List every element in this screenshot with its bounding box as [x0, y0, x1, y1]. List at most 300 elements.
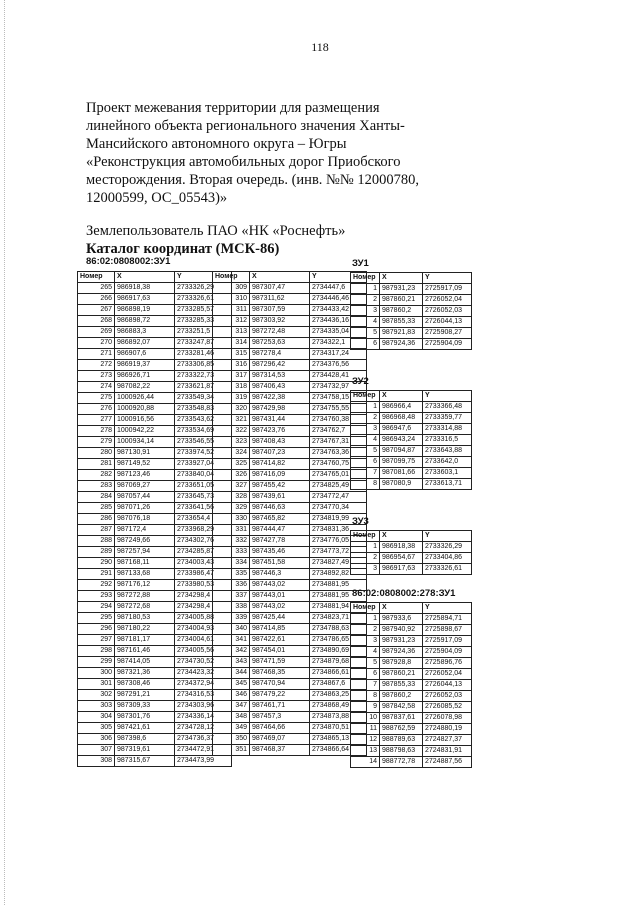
table-row	[213, 360, 367, 371]
table-row	[351, 339, 472, 350]
point-number-cell: 302	[78, 690, 115, 701]
table-row	[78, 503, 232, 514]
table-row	[213, 591, 367, 602]
table-row	[213, 316, 367, 327]
point-number-cell: 284	[78, 492, 115, 503]
point-number-cell: 347	[213, 701, 250, 712]
y-coordinate-cell: 2733404,86	[423, 553, 472, 564]
point-number-cell: 327	[213, 481, 250, 492]
table-row	[351, 614, 472, 625]
x-coordinate-cell: 987837,61	[380, 713, 423, 724]
table-row	[213, 745, 367, 756]
main-section-label: 86:02:0808002:ЗУ1	[86, 256, 171, 267]
side-section-label: ЗУ3	[352, 516, 369, 527]
x-coordinate-cell: 987470,94	[250, 679, 310, 690]
x-coordinate-cell: 987443,02	[250, 580, 310, 591]
point-number-cell: 344	[213, 668, 250, 679]
y-coordinate-cell: 2734433,42	[310, 305, 367, 316]
table-header-row	[351, 273, 472, 284]
y-coordinate-cell: 2734428,41	[310, 371, 367, 382]
x-coordinate-cell: 987444,47	[250, 525, 310, 536]
y-coordinate-cell: 2724880,19	[423, 724, 472, 735]
y-coordinate-cell: 2733326,61	[423, 564, 472, 575]
table-row	[78, 602, 232, 613]
x-coordinate-cell: 987180,22	[115, 624, 175, 635]
point-number-cell: 2	[351, 413, 380, 424]
x-coordinate-cell: 988789,63	[380, 735, 423, 746]
table-row	[213, 547, 367, 558]
x-coordinate-cell: 987296,42	[250, 360, 310, 371]
y-coordinate-cell: 2734870,51	[310, 723, 367, 734]
point-number-cell: 329	[213, 503, 250, 514]
point-number-cell: 336	[213, 580, 250, 591]
y-coordinate-cell: 2733974,52	[175, 448, 232, 459]
table-row	[213, 415, 367, 426]
point-number-cell: 9	[351, 702, 380, 713]
col-header-x: X	[380, 391, 423, 402]
point-number-cell: 271	[78, 349, 115, 360]
x-coordinate-cell: 1000942,22	[115, 426, 175, 437]
point-number-cell: 6	[351, 457, 380, 468]
point-number-cell: 334	[213, 558, 250, 569]
x-coordinate-cell: 987311,62	[250, 294, 310, 305]
x-coordinate-cell: 987253,63	[250, 338, 310, 349]
x-coordinate-cell: 1000934,14	[115, 437, 175, 448]
point-number-cell: 280	[78, 448, 115, 459]
point-number-cell: 337	[213, 591, 250, 602]
x-coordinate-cell: 1000920,88	[115, 404, 175, 415]
table-row	[78, 382, 232, 393]
y-coordinate-cell: 2734788,63	[310, 624, 367, 635]
x-coordinate-cell: 987249,66	[115, 536, 175, 547]
table-row	[213, 470, 367, 481]
table-row	[213, 712, 367, 723]
point-number-cell: 285	[78, 503, 115, 514]
y-coordinate-cell: 2725904,09	[423, 647, 472, 658]
point-number-cell: 305	[78, 723, 115, 734]
y-coordinate-cell: 2734866,61	[310, 668, 367, 679]
table-row	[351, 658, 472, 669]
heading-line: «Реконструкция автомобильных дорог Приобского	[86, 154, 401, 170]
y-coordinate-cell: 2725894,71	[423, 614, 472, 625]
table-row	[78, 393, 232, 404]
table-row	[78, 338, 232, 349]
table-row	[78, 481, 232, 492]
x-coordinate-cell: 987924,36	[380, 647, 423, 658]
x-coordinate-cell: 987855,33	[380, 680, 423, 691]
x-coordinate-cell: 987451,58	[250, 558, 310, 569]
coords-table-zu3	[350, 530, 472, 575]
point-number-cell: 277	[78, 415, 115, 426]
x-coordinate-cell: 987429,98	[250, 404, 310, 415]
point-number-cell: 275	[78, 393, 115, 404]
x-coordinate-cell: 987446,3	[250, 569, 310, 580]
table-row	[351, 468, 472, 479]
catalog-title: Каталог координат (МСК-86)	[86, 241, 280, 257]
table-row	[213, 448, 367, 459]
table-row	[78, 745, 232, 756]
col-header-num: Номер	[351, 391, 380, 402]
table-row	[78, 635, 232, 646]
y-coordinate-cell: 2734298,4	[175, 602, 232, 613]
table-row	[351, 435, 472, 446]
point-number-cell: 320	[213, 404, 250, 415]
y-coordinate-cell: 2734760,38	[310, 415, 367, 426]
y-coordinate-cell: 2734865,13	[310, 734, 367, 745]
y-coordinate-cell: 2734472,91	[175, 745, 232, 756]
y-coordinate-cell: 2733534,69	[175, 426, 232, 437]
point-number-cell: 279	[78, 437, 115, 448]
table-row	[78, 679, 232, 690]
x-coordinate-cell: 987291,21	[115, 690, 175, 701]
table-row	[213, 404, 367, 415]
point-number-cell: 3	[351, 636, 380, 647]
table-row	[213, 349, 367, 360]
x-coordinate-cell: 987457,3	[250, 712, 310, 723]
table-row	[78, 646, 232, 657]
y-coordinate-cell: 2733281,46	[175, 349, 232, 360]
table-row	[213, 514, 367, 525]
y-coordinate-cell: 2734376,56	[310, 360, 367, 371]
y-coordinate-cell: 2733641,56	[175, 503, 232, 514]
y-coordinate-cell: 2734890,69	[310, 646, 367, 657]
point-number-cell: 318	[213, 382, 250, 393]
y-coordinate-cell: 2734005,56	[175, 646, 232, 657]
x-coordinate-cell: 987130,91	[115, 448, 175, 459]
table-row	[78, 591, 232, 602]
y-coordinate-cell: 2734879,68	[310, 657, 367, 668]
point-number-cell: 296	[78, 624, 115, 635]
col-header-num: Номер	[351, 603, 380, 614]
x-coordinate-cell: 987161,46	[115, 646, 175, 657]
x-coordinate-cell: 987461,71	[250, 701, 310, 712]
x-coordinate-cell: 987469,07	[250, 734, 310, 745]
x-coordinate-cell: 986883,3	[115, 327, 175, 338]
x-coordinate-cell: 987180,53	[115, 613, 175, 624]
table-row	[213, 283, 367, 294]
x-coordinate-cell: 987057,44	[115, 492, 175, 503]
x-coordinate-cell: 987076,18	[115, 514, 175, 525]
y-coordinate-cell: 2724887,56	[423, 757, 472, 768]
x-coordinate-cell: 986968,48	[380, 413, 423, 424]
table-row	[213, 668, 367, 679]
point-number-cell: 323	[213, 437, 250, 448]
table-row	[213, 602, 367, 613]
point-number-cell: 14	[351, 757, 380, 768]
x-coordinate-cell: 987465,82	[250, 514, 310, 525]
point-number-cell: 340	[213, 624, 250, 635]
point-number-cell: 283	[78, 481, 115, 492]
y-coordinate-cell: 2724827,37	[423, 735, 472, 746]
x-coordinate-cell: 987439,61	[250, 492, 310, 503]
y-coordinate-cell: 2733986,47	[175, 569, 232, 580]
table-row	[213, 657, 367, 668]
x-coordinate-cell: 987416,09	[250, 470, 310, 481]
x-coordinate-cell: 987123,46	[115, 470, 175, 481]
point-number-cell: 339	[213, 613, 250, 624]
coords-table-zu1	[350, 272, 472, 350]
x-coordinate-cell: 987921,83	[380, 328, 423, 339]
y-coordinate-cell: 2733543,62	[175, 415, 232, 426]
x-coordinate-cell: 987176,12	[115, 580, 175, 591]
point-number-cell: 313	[213, 327, 250, 338]
point-number-cell: 321	[213, 415, 250, 426]
point-number-cell: 1	[351, 284, 380, 295]
x-coordinate-cell: 987860,2	[380, 306, 423, 317]
y-coordinate-cell: 2734831,36	[310, 525, 367, 536]
x-coordinate-cell: 987278,4	[250, 349, 310, 360]
side-section-label: 86:02:0808002:278:ЗУ1	[352, 588, 456, 599]
point-number-cell: 306	[78, 734, 115, 745]
point-number-cell: 8	[351, 691, 380, 702]
side-section-label: ЗУ2	[352, 376, 369, 387]
y-coordinate-cell: 2734868,49	[310, 701, 367, 712]
x-coordinate-cell: 987860,2	[380, 691, 423, 702]
point-number-cell: 301	[78, 679, 115, 690]
x-coordinate-cell: 986947,6	[380, 424, 423, 435]
y-coordinate-cell: 2734767,31	[310, 437, 367, 448]
y-coordinate-cell: 2733651,05	[175, 481, 232, 492]
point-number-cell: 293	[78, 591, 115, 602]
x-coordinate-cell: 987414,82	[250, 459, 310, 470]
x-coordinate-cell: 987468,37	[250, 745, 310, 756]
y-coordinate-cell: 2734322,1	[310, 338, 367, 349]
x-coordinate-cell: 987181,17	[115, 635, 175, 646]
x-coordinate-cell: 987308,46	[115, 679, 175, 690]
table-row	[213, 701, 367, 712]
col-header-x: X	[380, 603, 423, 614]
y-coordinate-cell: 2734005,88	[175, 613, 232, 624]
x-coordinate-cell: 986907,6	[115, 349, 175, 360]
y-coordinate-cell: 2726044,13	[423, 317, 472, 328]
y-coordinate-cell: 2734004,61	[175, 635, 232, 646]
table-row	[78, 734, 232, 745]
table-row	[78, 316, 232, 327]
x-coordinate-cell: 987422,38	[250, 393, 310, 404]
point-number-cell: 324	[213, 448, 250, 459]
table-row	[351, 295, 472, 306]
table-row	[351, 479, 472, 490]
table-row	[351, 691, 472, 702]
point-number-cell: 295	[78, 613, 115, 624]
point-number-cell: 345	[213, 679, 250, 690]
x-coordinate-cell: 987080,9	[380, 479, 423, 490]
y-coordinate-cell: 2733326,29	[175, 283, 232, 294]
table-row	[351, 424, 472, 435]
col-header-y: Y	[310, 272, 367, 283]
x-coordinate-cell: 987094,87	[380, 446, 423, 457]
y-coordinate-cell: 2733359,77	[423, 413, 472, 424]
y-coordinate-cell: 2726044,13	[423, 680, 472, 691]
table-row	[78, 305, 232, 316]
x-coordinate-cell: 986966,4	[380, 402, 423, 413]
point-number-cell: 12	[351, 735, 380, 746]
x-coordinate-cell: 1000926,44	[115, 393, 175, 404]
y-coordinate-cell: 2733548,83	[175, 404, 232, 415]
x-coordinate-cell: 987446,63	[250, 503, 310, 514]
x-coordinate-cell: 987398,6	[115, 734, 175, 745]
point-number-cell: 322	[213, 426, 250, 437]
point-number-cell: 1	[351, 402, 380, 413]
table-row	[351, 735, 472, 746]
point-number-cell: 3	[351, 424, 380, 435]
x-coordinate-cell: 987443,01	[250, 591, 310, 602]
x-coordinate-cell: 987069,27	[115, 481, 175, 492]
x-coordinate-cell: 987933,6	[380, 614, 423, 625]
y-coordinate-cell: 2725917,09	[423, 636, 472, 647]
heading-line: Мансийского автономного округа – Югры	[86, 136, 347, 152]
y-coordinate-cell: 2734786,65	[310, 635, 367, 646]
x-coordinate-cell: 987924,36	[380, 339, 423, 350]
y-coordinate-cell: 2725904,09	[423, 339, 472, 350]
table-row	[351, 625, 472, 636]
y-coordinate-cell: 2733285,33	[175, 316, 232, 327]
x-coordinate-cell: 987842,58	[380, 702, 423, 713]
point-number-cell: 288	[78, 536, 115, 547]
table-row	[213, 624, 367, 635]
table-header-row	[213, 272, 367, 283]
x-coordinate-cell: 987422,61	[250, 635, 310, 646]
x-coordinate-cell: 987407,23	[250, 448, 310, 459]
y-coordinate-cell: 2734755,55	[310, 404, 367, 415]
x-coordinate-cell: 986892,07	[115, 338, 175, 349]
point-number-cell: 319	[213, 393, 250, 404]
y-coordinate-cell: 2734763,36	[310, 448, 367, 459]
point-number-cell: 315	[213, 349, 250, 360]
y-coordinate-cell: 2734873,88	[310, 712, 367, 723]
x-coordinate-cell: 986943,24	[380, 435, 423, 446]
x-coordinate-cell: 987406,43	[250, 382, 310, 393]
x-coordinate-cell: 987168,11	[115, 558, 175, 569]
y-coordinate-cell: 2733621,87	[175, 382, 232, 393]
table-row	[78, 415, 232, 426]
x-coordinate-cell: 987431,44	[250, 415, 310, 426]
x-coordinate-cell: 987940,92	[380, 625, 423, 636]
x-coordinate-cell: 986917,63	[115, 294, 175, 305]
x-coordinate-cell: 987408,43	[250, 437, 310, 448]
x-coordinate-cell: 987257,94	[115, 547, 175, 558]
point-number-cell: 297	[78, 635, 115, 646]
point-number-cell: 331	[213, 525, 250, 536]
x-coordinate-cell: 987468,35	[250, 668, 310, 679]
table-row	[78, 360, 232, 371]
col-header-y: Y	[423, 273, 472, 284]
y-coordinate-cell: 2734285,87	[175, 547, 232, 558]
x-coordinate-cell: 987425,44	[250, 613, 310, 624]
table-row	[351, 713, 472, 724]
y-coordinate-cell: 2733980,53	[175, 580, 232, 591]
table-row	[213, 536, 367, 547]
point-number-cell: 299	[78, 657, 115, 668]
y-coordinate-cell: 2734825,49	[310, 481, 367, 492]
point-number-cell: 330	[213, 514, 250, 525]
point-number-cell: 282	[78, 470, 115, 481]
x-coordinate-cell: 987423,76	[250, 426, 310, 437]
x-coordinate-cell: 987149,52	[115, 459, 175, 470]
table-row	[213, 371, 367, 382]
y-coordinate-cell: 2733247,87	[175, 338, 232, 349]
col-header-y: Y	[423, 603, 472, 614]
point-number-cell: 286	[78, 514, 115, 525]
y-coordinate-cell: 2734881,95	[310, 580, 367, 591]
point-number-cell: 276	[78, 404, 115, 415]
table-row	[351, 413, 472, 424]
point-number-cell: 350	[213, 734, 250, 745]
table-row	[213, 525, 367, 536]
x-coordinate-cell: 987319,61	[115, 745, 175, 756]
col-header-y: Y	[423, 391, 472, 402]
table-header-row	[351, 391, 472, 402]
y-coordinate-cell: 2725898,67	[423, 625, 472, 636]
y-coordinate-cell: 2734736,37	[175, 734, 232, 745]
x-coordinate-cell: 987414,05	[115, 657, 175, 668]
x-coordinate-cell: 987479,22	[250, 690, 310, 701]
table-row	[78, 327, 232, 338]
table-row	[213, 690, 367, 701]
point-number-cell: 7	[351, 468, 380, 479]
x-coordinate-cell: 987081,66	[380, 468, 423, 479]
point-number-cell: 3	[351, 564, 380, 575]
y-coordinate-cell: 2734372,94	[175, 679, 232, 690]
x-coordinate-cell: 987307,47	[250, 283, 310, 294]
table-row	[78, 613, 232, 624]
table-header-row	[351, 603, 472, 614]
table-row	[213, 437, 367, 448]
col-header-num: Номер	[351, 273, 380, 284]
y-coordinate-cell: 2734003,43	[175, 558, 232, 569]
y-coordinate-cell: 2734302,76	[175, 536, 232, 547]
x-coordinate-cell: 988762,59	[380, 724, 423, 735]
point-number-cell: 341	[213, 635, 250, 646]
x-coordinate-cell: 987309,33	[115, 701, 175, 712]
point-number-cell: 338	[213, 602, 250, 613]
table-row	[351, 402, 472, 413]
y-coordinate-cell: 2734823,71	[310, 613, 367, 624]
point-number-cell: 8	[351, 479, 380, 490]
y-coordinate-cell: 2733642,0	[423, 457, 472, 468]
y-coordinate-cell: 2734436,16	[310, 316, 367, 327]
point-number-cell: 300	[78, 668, 115, 679]
point-number-cell: 11	[351, 724, 380, 735]
table-row	[213, 305, 367, 316]
coords-table-main-right	[212, 271, 367, 756]
table-row	[78, 426, 232, 437]
x-coordinate-cell: 986898,72	[115, 316, 175, 327]
y-coordinate-cell: 2733326,29	[423, 542, 472, 553]
col-header-y: Y	[175, 272, 232, 283]
point-number-cell: 2	[351, 553, 380, 564]
y-coordinate-cell: 2733326,61	[175, 294, 232, 305]
point-number-cell: 348	[213, 712, 250, 723]
owner-block	[86, 222, 345, 258]
x-coordinate-cell: 987307,59	[250, 305, 310, 316]
y-coordinate-cell: 2734760,75	[310, 459, 367, 470]
table-row	[213, 503, 367, 514]
x-coordinate-cell: 987272,88	[115, 591, 175, 602]
table-row	[351, 702, 472, 713]
point-number-cell: 2	[351, 295, 380, 306]
table-row	[351, 564, 472, 575]
table-row	[213, 613, 367, 624]
point-number-cell: 290	[78, 558, 115, 569]
table-row	[351, 328, 472, 339]
y-coordinate-cell: 2733603,1	[423, 468, 472, 479]
table-row	[78, 701, 232, 712]
point-number-cell: 13	[351, 746, 380, 757]
table-row	[213, 459, 367, 470]
y-coordinate-cell: 2734335,04	[310, 327, 367, 338]
col-header-num: Номер	[213, 272, 250, 283]
